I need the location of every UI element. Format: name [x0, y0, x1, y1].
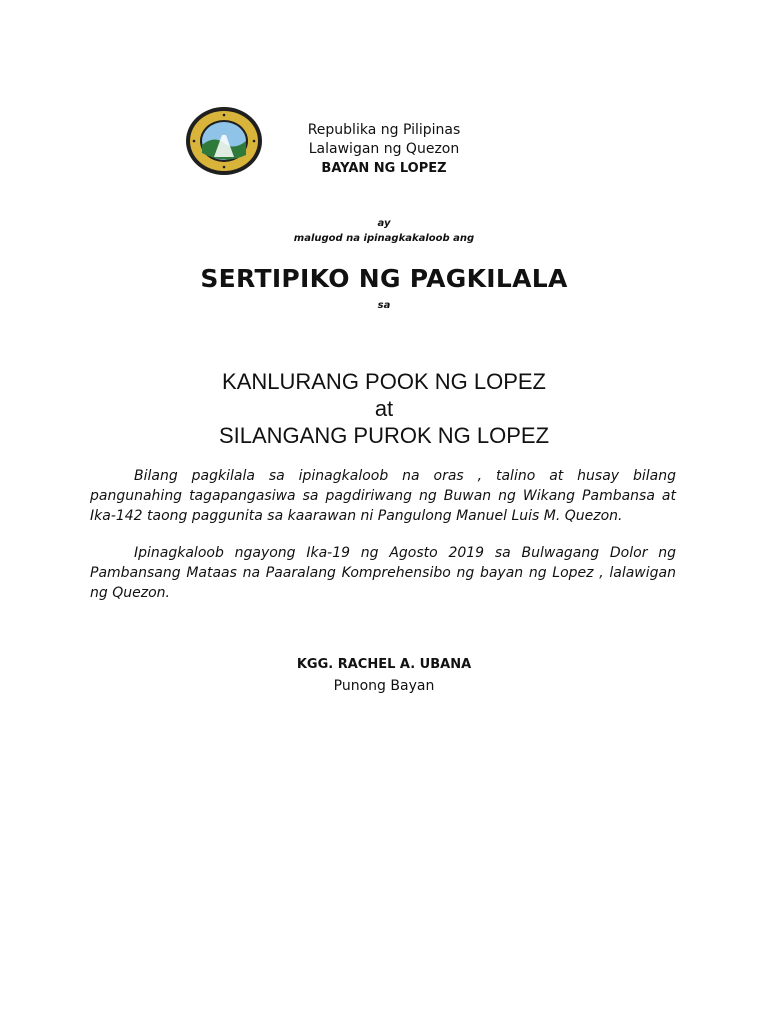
recipient-conjunction: at [374, 396, 394, 421]
certificate-title: SERTIPIKO NG PAGKILALA [200, 264, 568, 293]
body-paragraph-1: Bilang pagkilala sa ipinagkaloob na oras , talino at husay bilang pangunahing tagapangasiwa sa pagdiriwang ng Buwan ng Wikang Pambansa at Ika-142 taong paggunita sa kaarawan ni Pangulong Manuel Luis M. Quezon. [90, 468, 676, 524]
recipient-line-2: SILANGANG PUROK NG LOPEZ [218, 423, 550, 448]
municipality-line: BAYAN NG LOPEZ [321, 161, 447, 176]
intro-subtitle: malugod na ipinagkakaloob ang [293, 233, 475, 244]
sa-label: sa [377, 300, 391, 311]
letterhead [234, 121, 534, 178]
signatory-title: Punong Bayan [333, 678, 435, 694]
province-line: Lalawigan ng Quezon [308, 141, 460, 157]
recipient-line-1: KANLURANG POOK NG LOPEZ [222, 369, 546, 394]
signatory-name: KGG. RACHEL A. UBANA [296, 657, 472, 672]
republic-line: Republika ng Pilipinas [307, 122, 461, 138]
body-paragraph-2: Ipinagkaloob ngayong Ika-19 ng Agosto 2019 sa Bulwagang Dolor ng Pambansang Mataas na Paaralang Komprehensibo ng bayan ng Lopez , lalawigan ng Quezon. [90, 545, 676, 601]
intro-ay: ay [377, 218, 391, 229]
